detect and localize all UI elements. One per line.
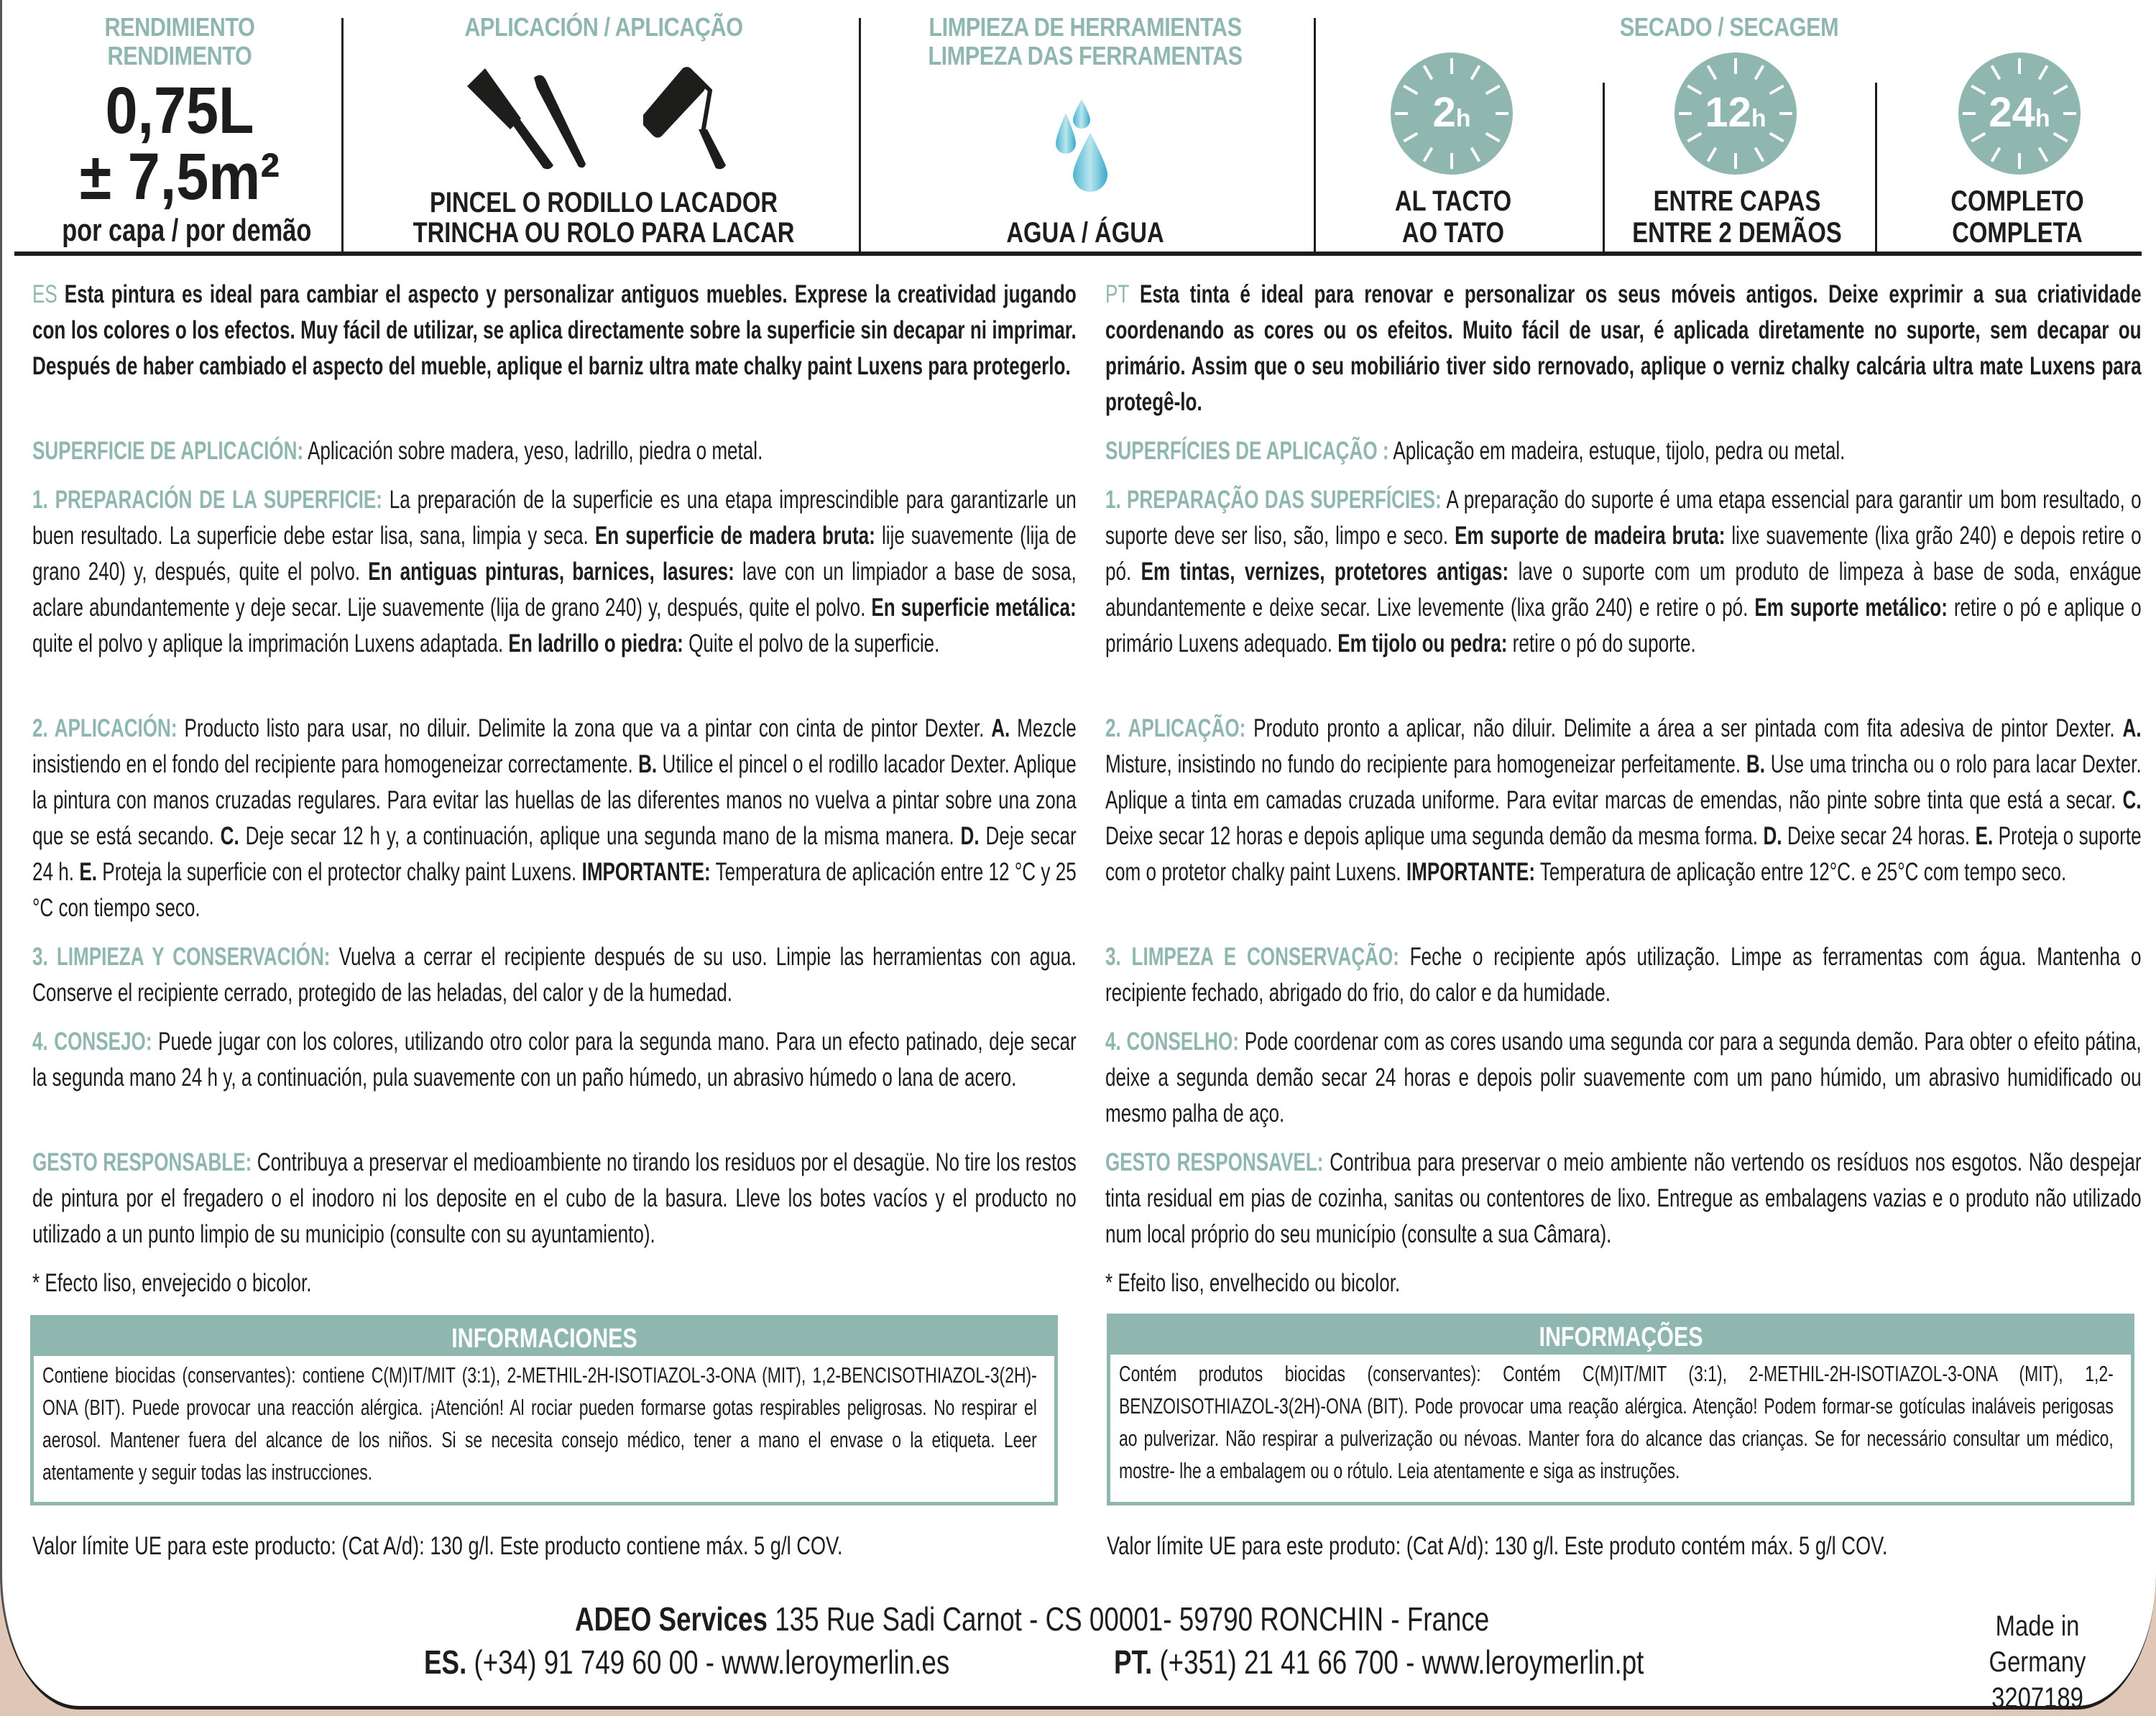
- pt-contact-label: PT.: [1114, 1643, 1153, 1681]
- es-contact-text: (+34) 91 749 60 00 - www.leroymerlin.es: [466, 1643, 950, 1681]
- text: Deixe secar 12 horas e depois aplique uma segunda demão da mesma forma.: [1105, 822, 1764, 850]
- product-code: 3207189: [1991, 1682, 2083, 1714]
- bold-text: En superficie metálica:: [871, 594, 1077, 622]
- pt-info-title: INFORMAÇÕES: [1539, 1322, 1703, 1352]
- text: Deje secar 24 h.: [32, 822, 1077, 886]
- origin-block: [1933, 1608, 2142, 1716]
- yield-title-pt: RENDIMENTO: [107, 41, 252, 70]
- pt-voc-text: Valor límite UE para este produto: (Cat A/d): 130 g/l. Este produto contém máx. 5 g/l COV.: [1107, 1532, 1888, 1560]
- text: Temperatura de aplicación entre 12 °C y 25 °C con tiempo seco.: [32, 858, 1077, 922]
- clock-icon-2h: [1391, 52, 1513, 175]
- text: Utilice el pincel o el rodillo lacador Dexter. Aplique la pintura con manos cruzadas regulares. Para evitar las huellas de las diferentes manos no vuelva a pintar sobre una zona que se está secando.: [32, 750, 1077, 850]
- bold-text: Em tintas, vernizes, protetores antigas:: [1141, 558, 1509, 586]
- company-address: [575, 1601, 1718, 1637]
- drying-stage-label-es: COMPLETO: [1950, 185, 2084, 217]
- es-surface-block: [32, 433, 1074, 469]
- es-info-title-bar: [34, 1319, 1054, 1356]
- es-preparation-heading: 1. PREPARACIÓN DE LA SUPERFICIE:: [32, 486, 382, 514]
- text: A preparação do suporte é uma etapa essencial para garantir um bom resultado, o suporte deve ser liso, são, limpo e seco.: [1105, 486, 2142, 550]
- step-b: B.: [638, 750, 658, 778]
- yield-per-coat: por capa / por demão: [62, 213, 312, 248]
- step-a: A.: [991, 714, 1010, 742]
- pt-cleaning-text: Feche o recipiente após utilização. Limpe as ferramentas com água. Mantenha o recipiente fechado, abrigado do frio, do calor e da humidade.: [1105, 943, 2142, 1007]
- important-label: IMPORTANTE:: [581, 858, 711, 886]
- text: La preparación de la superficie es una etapa imprescindible para garantizarle un buen resultado. La superficie debe estar lisa, sana, limpia y seca.: [32, 486, 1077, 550]
- es-advice-text: Puede jugar con los colores, utilizando otro color para la segunda mano. Para un efecto patinado, deje secar la segunda mano 24 h y, a continuación, pula suavemente con un paño húmedo, un abrasivo húmedo o lana de acero.: [32, 1028, 1077, 1092]
- pt-preparation-block: [1105, 482, 2140, 698]
- clock-icon-24h: [1958, 52, 2081, 175]
- es-application-block: [32, 711, 1077, 926]
- pt-surface-text: Aplicação em madeira, estuque, tijolo, pedra ou metal.: [1388, 437, 1846, 465]
- drying-time-value: 24: [1989, 89, 2035, 136]
- es-info-box: [30, 1315, 1058, 1505]
- es-cleaning-block: [32, 939, 1077, 1011]
- pt-responsible-text: Contribua para preservar o meio ambiente não vertendo os resíduos nos esgotos. Não despejar tinta residual em pias de cozinha, sanitas ou contentores de lixo. Entregue as embalagens vazias e o produto não utilizado num local próprio do seu município (consulte a sua Câmara).: [1105, 1148, 2142, 1248]
- text: Mezcle insistiendo en el fondo del recipiente para homogeneizar correctamente.: [32, 714, 1077, 778]
- drying-time-value: 2: [1432, 89, 1456, 136]
- es-cleaning-heading: 3. LIMPIEZA Y CONSERVACIÓN:: [32, 943, 331, 971]
- yield-section: [29, 0, 331, 252]
- pt-footnote: [1105, 1265, 2140, 1301]
- es-surface-text: Aplicación sobre madera, yeso, ladrillo, piedra o metal.: [303, 437, 763, 465]
- divider: [1314, 18, 1316, 252]
- step-c: C.: [220, 822, 239, 850]
- bold-text: En antiguas pinturas, barnices, lasures:: [368, 558, 734, 586]
- step-d: D.: [960, 822, 980, 850]
- text: Quite el polvo de la superficie.: [683, 629, 940, 658]
- bold-text: Em suporte de madeira bruta:: [1455, 522, 1726, 550]
- drying-title: SECADO / SECAGEM: [1619, 12, 1839, 42]
- es-advice-heading: 4. CONSEJO:: [32, 1028, 152, 1056]
- es-intro-block: [32, 277, 1077, 420]
- es-info-body: [34, 1356, 1054, 1495]
- pt-advice-text: Pode coordenar com as cores usando uma segunda cor para a segunda demão. Para obter o efeito pátina, deixe a segunda demão secar 24 horas e depois polir suavemente com um pano húmido, um abrasivo humidificado ou mesmo palha de aço.: [1105, 1028, 2142, 1127]
- text: Temperatura de aplicação entre 12°C. e 25°C com tempo seco.: [1535, 858, 2067, 886]
- cleaning-title-pt: LIMPEZA DAS FERRAMENTAS: [928, 41, 1243, 70]
- divider: [341, 18, 344, 252]
- text: lave con un limpiador a base de sosa, aclare abundantemente y deje secar. Lije suavemente (lija de grano 240) y, después, quite el polvo.: [32, 558, 1077, 622]
- pt-advice-block: [1105, 1024, 2140, 1132]
- es-body: [32, 277, 1077, 1314]
- pt-contact-text: (+351) 21 41 66 700 - www.leroymerlin.pt: [1152, 1643, 1644, 1681]
- text: Use uma trincha ou o rolo para lacar Dexter. Aplique a tinta em camadas cruzada uniforme. Para evitar marcas de emendas, não pinte sobre tinta que está a secar.: [1105, 750, 2142, 814]
- drying-stage-label-es: AL TACTO: [1394, 185, 1512, 217]
- text: lave o suporte com um produto de limpeza à base de soda, enxágue abundantemente e deixe secar. Lixe levemente (lixa grão 240) e retire o pó.: [1105, 558, 2142, 622]
- text: quite el polvo y aplique la imprimación Luxens adaptada.: [32, 629, 509, 658]
- es-responsible-block: [32, 1145, 1077, 1253]
- step-c: C.: [2122, 786, 2142, 814]
- step-e: E.: [1975, 822, 1994, 850]
- text: lije suavemente (lija de grano 240) y, después, quite el polvo.: [32, 522, 1077, 586]
- important-label: IMPORTANTE:: [1406, 858, 1536, 886]
- pt-application-block: [1105, 711, 2140, 926]
- es-application-heading: 2. APLICACIÓN:: [32, 714, 178, 742]
- cleaning-title-es: LIMPIEZA DE HERRAMIENTAS: [929, 12, 1242, 42]
- yield-coverage: ± 7,5m²: [79, 140, 280, 213]
- drying-time-unit: h: [1751, 105, 1766, 132]
- divider: [1875, 83, 1877, 252]
- es-footnote: [32, 1265, 1074, 1301]
- text: Misture, insistindo no fundo do recipiente para homogeneizar perfeitamente.: [1105, 750, 1746, 778]
- es-info-text: Contiene biocidas (conservantes): contiene C(M)IT/MIT (3:1), 2-METHIL-2H-ISOTIAZOL-3-ONA (MIT), 1,2-BENCISOTHIAZOL-3(2H)-ONA (BIT). Puede provocar una reacción alérgica. ¡Atención! Al rociar pueden formarse gotas respirables peligrosas. No respirar el aerosol. Mantener fuera del alcance de los niños. Si se necesita consejo médico, tener a mano el envase o la etiqueta. Leer atentamente y seguir todas las instrucciones.: [42, 1362, 1037, 1485]
- es-responsible-heading: GESTO RESPONSABLE:: [32, 1148, 252, 1176]
- pt-preparation-heading: 1. PREPARAÇÃO DAS SUPERFÍCIES:: [1105, 486, 1442, 514]
- pt-surface-heading: SUPERFÍCIES DE APLICAÇÃO :: [1105, 437, 1389, 465]
- pt-cleaning-block: [1105, 939, 2140, 1011]
- cleaning-agent: AGUA / ÁGUA: [1006, 217, 1164, 249]
- es-advice-block: [32, 1024, 1077, 1132]
- es-surface-heading: SUPERFICIE DE APLICACIÓN:: [32, 437, 304, 465]
- text: Deixe secar 24 horas.: [1782, 822, 1976, 850]
- drying-time-unit: h: [2035, 105, 2050, 132]
- paint-roller-icon: [640, 65, 747, 172]
- bold-text: En ladrillo o piedra:: [508, 629, 683, 658]
- pt-intro-text: Esta tinta é ideal para renovar e personalizar os seus móveis antigos. Deixe exprimir a sua criatividade coordenando as cores ou os efeitos. Muito fácil de usar, é aplicada diretamente no suporte, sem decapar ou primário. Assim que o seu mobiliário tiver sido rernovado, aplique o verniz chalky calcária ultra mate Luxens para protegê-lo.: [1105, 280, 2142, 416]
- pt-info-body: [1110, 1355, 2131, 1494]
- pt-responsible-block: [1105, 1145, 2140, 1253]
- drying-stage-label-pt: AO TATO: [1401, 217, 1505, 249]
- lang-code-pt: PT: [1105, 280, 1130, 308]
- round-brush-icon: [528, 72, 593, 172]
- text: Produto pronto a aplicar, não diluir. Delimite a área a ser pintada com fita adesiva de pintor Dexter.: [1245, 714, 2123, 742]
- divider: [1603, 83, 1605, 252]
- pt-info-box: [1107, 1314, 2134, 1505]
- text: Proteja o suporte com o protetor chalky paint Luxens.: [1105, 822, 2142, 886]
- pt-intro-block: [1105, 277, 2140, 420]
- drying-stage-label-pt: ENTRE 2 DEMÃOS: [1632, 217, 1842, 249]
- clock-icon-12h: [1674, 52, 1797, 175]
- made-in-text: Made in Germany: [1989, 1610, 2086, 1678]
- application-title: APLICACIÓN / APLICAÇÃO: [464, 12, 743, 42]
- bold-text: Em suporte metálico:: [1754, 594, 1948, 622]
- text: retire o pó e aplique o primário Luxens adequado.: [1105, 594, 2142, 658]
- bold-text: Em tijolo ou pedra:: [1337, 629, 1508, 658]
- pt-surface-block: [1105, 433, 2140, 469]
- drying-time-value: 12: [1705, 89, 1751, 136]
- pt-application-heading: 2. APLICAÇÃO:: [1105, 714, 1246, 742]
- company-name: ADEO Services: [575, 1600, 768, 1638]
- es-info-title: INFORMACIONES: [451, 1324, 637, 1354]
- water-drops-icon: [1053, 97, 1110, 194]
- text: retire o pó do suporte.: [1507, 629, 1696, 658]
- drying-time-unit: h: [1455, 105, 1471, 132]
- bold-text: En superficie de madera bruta:: [594, 522, 875, 550]
- drying-stage-label-pt: COMPLETA: [1952, 217, 2083, 249]
- es-preparation-block: [32, 482, 1077, 698]
- es-responsible-text: Contribuya a preservar el medioambiente no tirando los residuos por el desagüe. No tire los restos de pintura por el fregadero o el inodoro ni los deposite en el cubo de la basura. Lleve los botes vacíos y el producto no utilizado a un punto limpio de su municipio (consulte con su ayuntamiento).: [32, 1148, 1077, 1248]
- pt-advice-heading: 4. CONSELHO:: [1105, 1028, 1239, 1056]
- step-b: B.: [1746, 750, 1765, 778]
- application-tools-pt: TRINCHA OU ROLO PARA LACAR: [413, 217, 795, 249]
- address-text: 135 Rue Sadi Carnot - CS 00001- 59790 RONCHIN - France: [767, 1600, 1490, 1638]
- text: Proteja la superficie con el protector chalky paint Luxens.: [97, 858, 582, 886]
- pt-info-title-bar: [1110, 1317, 2131, 1355]
- text: Deje secar 12 h y, a continuación, aplique una segunda mano de la misma manera.: [239, 822, 961, 850]
- pt-body: [1105, 277, 2140, 1314]
- header-band: [14, 0, 2142, 256]
- drying-stage-label-es: ENTRE CAPAS: [1653, 185, 1821, 217]
- cleaning-section: [862, 0, 1308, 252]
- step-a: A.: [2122, 714, 2142, 742]
- yield-title-es: RENDIMIENTO: [104, 12, 255, 42]
- es-contact-label: ES.: [424, 1643, 467, 1681]
- text: Producto listo para usar, no diluir. Delimite la zona que va a pintar con cinta de pintor Dexter.: [177, 714, 992, 742]
- yield-volume: 0,75L: [105, 74, 254, 147]
- pt-info-text: Contém produtos biocidas (conservantes): Contém C(M)IT/MIT (3:1), 2-METHIL-2H-ISOTIAZOL-3-ONA (MIT), 1,2-BENZOISOTHIAZOL-3(2H)-ONA (BIT). Pode provocar uma reação alérgica. Atenção! Podem formar-se gotículas inaláveis perigosas ao pulverizar. Não respirar a pulverização ou névoas. Manter fora do alcance das crianças. Se for necessário consultar um médico, mostre- lhe a embalagem ou o rótulo. Leia atentamente e siga as instruções.: [1119, 1361, 2114, 1483]
- drying-section: [1317, 0, 2142, 252]
- footnote-text: * Efecto liso, envejecido o bicolor.: [32, 1269, 312, 1297]
- pt-cleaning-heading: 3. LIMPEZA E CONSERVAÇÃO:: [1105, 943, 1399, 971]
- step-d: D.: [1763, 822, 1782, 850]
- pt-responsible-heading: GESTO RESPONSAVEL:: [1105, 1148, 1324, 1176]
- application-tools-es: PINCEL O RODILLO LACADOR: [429, 187, 778, 218]
- footnote-text: * Efeito liso, envelhecido ou bicolor.: [1105, 1269, 1401, 1297]
- es-intro-text: Esta pintura es ideal para cambiar el aspecto y personalizar antiguos muebles. Exprese la creatividad jugando con los colores o los efectos. Muy fácil de utilizar, se aplica directamente sobre la superficie sin decapar ni imprimar. Después de haber cambiado el aspecto del mueble, aplique el barniz ultra mate chalky paint Luxens para protegerlo.: [32, 280, 1077, 380]
- es-contact: [424, 1644, 1081, 1680]
- es-voc-statement: [32, 1532, 1071, 1561]
- pt-contact: [1114, 1644, 1777, 1680]
- lang-code-es: ES: [32, 280, 57, 308]
- divider: [859, 18, 861, 252]
- es-voc-text: Valor límite UE para este producto: (Cat A/d): 130 g/l. Este producto contiene máx. 5 g/l COV.: [32, 1532, 843, 1560]
- text: lixe suavemente (lixa grão 240) e depois retire o pó.: [1105, 522, 2142, 586]
- application-section: [352, 0, 855, 252]
- step-e: E.: [79, 858, 98, 886]
- pt-voc-statement: [1107, 1532, 2108, 1561]
- es-cleaning-text: Vuelva a cerrar el recipiente después de su uso. Limpie las herramientas con agua. Conserve el recipiente cerrado, protegido de las heladas, del calor y de la humedad.: [32, 943, 1077, 1007]
